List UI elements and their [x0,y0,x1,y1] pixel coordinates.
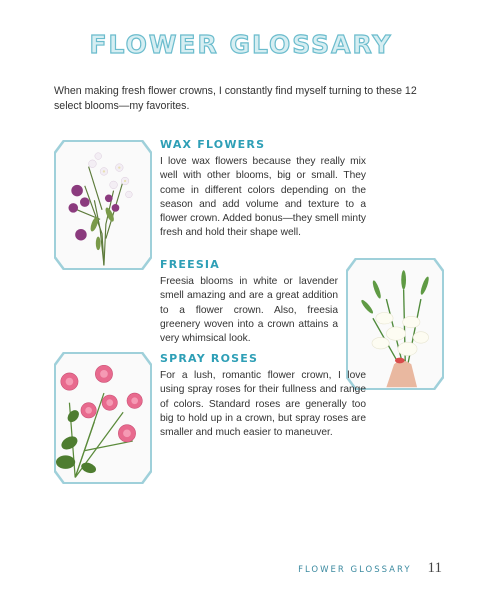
section-heading: SPRAY ROSES [160,352,259,365]
intro-paragraph: When making fresh flower crowns, I constantly find myself turning to these 12 select blooms—my favorites. [54,85,417,112]
section-wax-flowers [160,138,366,241]
section-freesia [160,258,338,346]
wax-flowers-photo [54,140,152,270]
section-body: For a lush, romantic flower crown, I love using spray roses for their fullness and range of colors. Standard roses are generally too big to hold up in a crown, but spray roses are smaller and much easier to maneuver. [160,370,366,439]
section-heading: WAX FLOWERS [160,138,266,151]
footer-label: FLOWER GLOSSARY [298,565,412,575]
page-number: 11 [427,560,442,576]
section-heading: FREESIA [160,258,220,271]
page-footer [298,560,442,577]
page-title: FLOWER GLOSSARY [89,30,393,59]
section-spray-roses [160,352,366,440]
section-body: I love wax flowers because they really mix well with other blooms, big or small. They come in different colors depending on the season and add volume and texture to a flower crown. Added bonus—they smell minty fresh and hold their shape well. [160,156,366,239]
section-body: Freesia blooms in white or lavender smell amazing and are a great addition to a flower crown. Also, freesia greenery woven into a crown attains a very whimsical look. [160,276,338,345]
spray-roses-photo [54,352,152,484]
